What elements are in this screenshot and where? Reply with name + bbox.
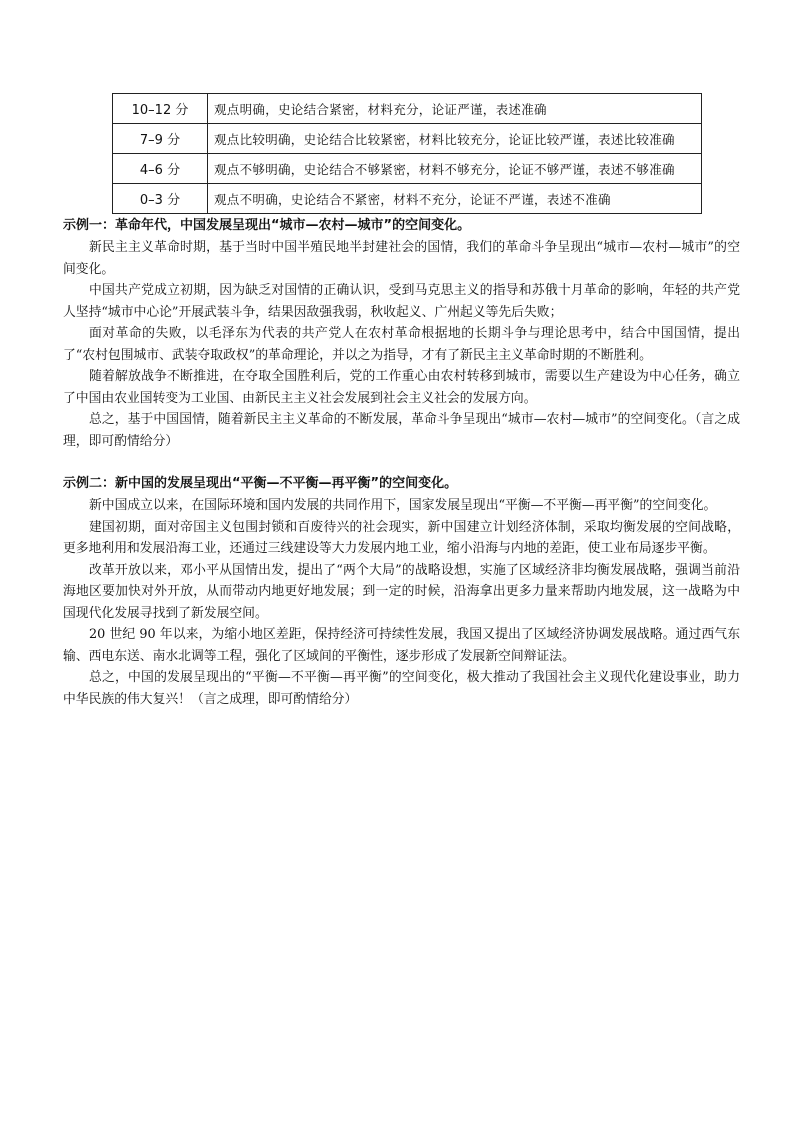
- example-one: [63, 215, 740, 452]
- score-range-cell: 7–9 分: [113, 124, 208, 154]
- score-range-cell: 4–6 分: [113, 154, 208, 184]
- score-range-cell: 10–12 分: [113, 94, 208, 124]
- example-two-title: 示例二：新中国的发展呈现出“平衡—不平衡—再平衡”的空间变化。: [63, 476, 458, 491]
- table-row: [113, 94, 702, 124]
- paragraph: 新民主主义革命时期，基于当时中国半殖民地半封建社会的国情，我们的革命斗争呈现出“城市—农村—城市”的空间变化。: [63, 240, 740, 277]
- example-one-title: 示例一：革命年代，中国发展呈现出“城市—农村—城市”的空间变化。: [63, 218, 471, 233]
- paragraph: 20 世纪 90 年以来，为缩小地区差距，保持经济可持续性发展，我国又提出了区域经济协调发展战略。通过西气东输、西电东送、南水北调等工程，强化了区域间的平衡性，逐步形成了发展新空间辩证法。: [63, 627, 740, 664]
- scoring-rubric-table: [112, 93, 702, 214]
- paragraph: 总之，中国的发展呈现出的“平衡—不平衡—再平衡”的空间变化，极大推动了我国社会主义现代化建设事业，助力中华民族的伟大复兴！（言之成理，即可酌情给分）: [63, 670, 740, 707]
- table-row: [113, 124, 702, 154]
- table-row: [113, 184, 702, 214]
- paragraph: 改革开放以来，邓小平从国情出发，提出了“两个大局”的战略设想，实施了区域经济非均衡发展战略，强调当前沿海地区要加快对外开放，从而带动内地更好地发展；到一定的时候，沿海拿出更多力量来帮助内地发展，这一战略为中国现代化发展寻找到了新发展空间。: [63, 562, 740, 621]
- example-two: [63, 473, 740, 710]
- answer-page: [63, 93, 740, 710]
- paragraph: 中国共产党成立初期，因为缺乏对国情的正确认识，受到马克思主义的指导和苏俄十月革命的影响，年轻的共产党人坚持“城市中心论”开展武装斗争，结果因敌强我弱，秋收起义、广州起义等先后失败；: [63, 283, 740, 320]
- criteria-cell: 观点不明确，史论结合不紧密，材料不充分，论证不严谨，表述不准确: [208, 184, 702, 214]
- criteria-cell: 观点比较明确，史论结合比较紧密，材料比较充分，论证比较严谨，表述比较准确: [208, 124, 702, 154]
- score-range-cell: 0–3 分: [113, 184, 208, 214]
- paragraph: 随着解放战争不断推进，在夺取全国胜利后，党的工作重心由农村转移到城市，需要以生产建设为中心任务，确立了中国由农业国转变为工业国、由新民主主义社会发展到社会主义社会的发展方向。: [63, 369, 740, 406]
- paragraph: 总之，基于中国国情，随着新民主主义革命的不断发展，革命斗争呈现出“城市—农村—城市”的空间变化。（言之成理，即可酌情给分）: [63, 412, 740, 449]
- criteria-cell: 观点不够明确，史论结合不够紧密，材料不够充分，论证不够严谨，表述不够准确: [208, 154, 702, 184]
- table-row: [113, 154, 702, 184]
- paragraph: 面对革命的失败，以毛泽东为代表的共产党人在农村革命根据地的长期斗争与理论思考中，结合中国国情，提出了“农村包围城市、武装夺取政权”的革命理论，并以之为指导，才有了新民主主义革命时期的不断胜利。: [63, 326, 740, 363]
- criteria-cell: 观点明确，史论结合紧密，材料充分，论证严谨，表述准确: [208, 94, 702, 124]
- paragraph: 建国初期，面对帝国主义包围封锁和百废待兴的社会现实，新中国建立计划经济体制，采取均衡发展的空间战略，更多地利用和发展沿海工业，还通过三线建设等大力发展内地工业，缩小沿海与内地的差距，使工业布局逐步平衡。: [63, 519, 740, 556]
- paragraph: 新中国成立以来，在国际环境和国内发展的共同作用下，国家发展呈现出“平衡—不平衡—再平衡”的空间变化。: [89, 498, 717, 513]
